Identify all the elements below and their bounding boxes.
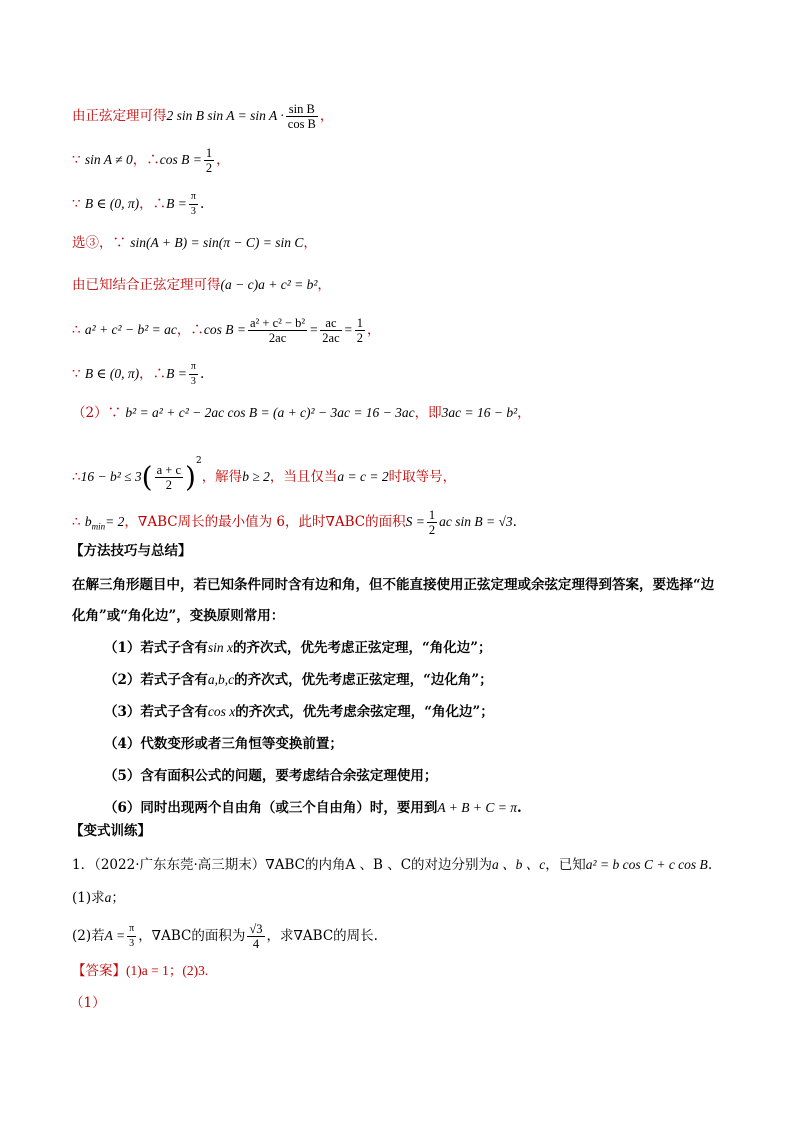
text: 选③，∵ bbox=[72, 235, 126, 251]
math: cos B = bbox=[203, 322, 246, 337]
method-item-2 bbox=[104, 669, 493, 691]
denominator: 2ac bbox=[268, 331, 287, 345]
numerator: sin B bbox=[286, 102, 318, 117]
solution-line-8 bbox=[72, 402, 531, 424]
math: 3ac = 16 − b² bbox=[441, 405, 518, 420]
math: a = c = 2 bbox=[337, 469, 389, 484]
text: . bbox=[199, 196, 205, 212]
text: ，∴ bbox=[139, 366, 167, 382]
solution-line-4 bbox=[72, 232, 317, 254]
fraction bbox=[248, 316, 307, 345]
text: （1）若式子含有 bbox=[104, 640, 208, 656]
math: A = bbox=[104, 928, 126, 943]
text: ， bbox=[303, 235, 317, 251]
math: cos x bbox=[207, 704, 236, 719]
math: 16 − b² ≤ 3 bbox=[80, 469, 142, 484]
text: 由已知结合正弦定理可得 bbox=[72, 277, 221, 293]
math: cos B = bbox=[159, 152, 202, 167]
text: （6）同时出现两个自由角（或三个自由角）时，要用到 bbox=[104, 800, 438, 816]
math: a² + c² − b² = ac bbox=[84, 322, 177, 337]
math: S = bbox=[405, 514, 425, 529]
math: sin(A + B) = sin(π − C) = sin C bbox=[130, 235, 304, 250]
numerator: a² + c² − b² bbox=[249, 316, 306, 330]
practice-heading: 【变式训练】 bbox=[70, 823, 151, 839]
denominator: 2 bbox=[428, 523, 436, 537]
text: ∴ bbox=[72, 469, 81, 485]
numerator: ac bbox=[320, 316, 341, 331]
solution-line-7 bbox=[72, 360, 204, 389]
text: 的齐次式，优先考虑正弦定理，“角化边”； bbox=[233, 640, 492, 656]
numerator: π bbox=[189, 360, 198, 375]
solution-line-9 bbox=[72, 450, 456, 492]
fraction bbox=[355, 316, 365, 345]
text: 的齐次式，优先考虑余弦定理，“角化边”； bbox=[235, 704, 494, 720]
text: （5）含有面积公式的问题，要考虑结合余弦定理使用； bbox=[104, 768, 438, 784]
math: a² = b cos C + c cos B bbox=[585, 857, 708, 872]
text: ∵ bbox=[72, 152, 81, 168]
text: ； bbox=[111, 890, 125, 906]
method-paragraph-1: 在解三角形题目中，若已知条件同时含有边和角，但不能直接使用正弦定理或余弦定理得到答案，要选择“边 bbox=[72, 577, 715, 593]
right-paren: ) bbox=[185, 460, 196, 494]
question-1-part-1 bbox=[72, 887, 125, 909]
text: . bbox=[199, 366, 205, 382]
left-paren: ( bbox=[141, 460, 153, 494]
solution-line-2 bbox=[72, 146, 230, 175]
text: (2)若 bbox=[72, 928, 105, 944]
question-1 bbox=[72, 854, 712, 876]
denominator: 2 bbox=[165, 478, 172, 492]
fraction bbox=[247, 922, 264, 951]
text: . bbox=[517, 800, 522, 816]
text: ，当且仅当 bbox=[269, 469, 338, 485]
math: a 、b 、c bbox=[492, 857, 546, 872]
fraction bbox=[204, 146, 214, 175]
denominator: 4 bbox=[252, 937, 260, 951]
math: ac sin B = √3 bbox=[439, 514, 513, 529]
text: ， bbox=[367, 322, 381, 338]
text: ，∴ bbox=[132, 152, 160, 168]
math: b² = a² + c² − 2ac cos B = (a + c)² − 3ac = 16 − 3ac bbox=[125, 405, 415, 420]
text: ，∇ABC的面积为 bbox=[138, 928, 246, 944]
text: （3）若式子含有 bbox=[104, 704, 208, 720]
text: ，解得 bbox=[201, 469, 243, 485]
fraction bbox=[427, 508, 437, 537]
solution-line-5 bbox=[72, 274, 331, 296]
math: A + B + C = π bbox=[437, 800, 518, 815]
fraction bbox=[189, 360, 198, 389]
math: (a − c)a + c² = b² bbox=[220, 277, 318, 292]
math: a bbox=[104, 890, 112, 905]
fraction bbox=[189, 190, 198, 219]
text: 1．（2022·广东东莞·高三期末）∇ABC的内角A 、B 、C的对边分别为 bbox=[72, 857, 493, 873]
math: b ≥ 2 bbox=[242, 469, 270, 484]
method-item-5 bbox=[104, 765, 437, 787]
text: ，已知 bbox=[545, 857, 586, 873]
text: (1)求 bbox=[72, 890, 105, 906]
math: B = bbox=[166, 366, 187, 381]
text: ，∴ bbox=[139, 196, 167, 212]
text: 由正弦定理可得 bbox=[72, 108, 167, 124]
denominator: 2 bbox=[356, 331, 364, 345]
subscript: min bbox=[91, 521, 106, 532]
denominator: 2 bbox=[205, 161, 213, 175]
method-heading: 【方法技巧与总结】 bbox=[70, 543, 192, 559]
solution-line-6 bbox=[72, 316, 381, 345]
math: sin A ≠ 0 bbox=[84, 152, 133, 167]
fraction bbox=[155, 463, 183, 492]
method-item-1 bbox=[104, 637, 492, 659]
answer-sub-1: （1） bbox=[70, 995, 106, 1011]
math: B ∈ (0, π) bbox=[84, 196, 140, 211]
math: B ∈ (0, π) bbox=[84, 366, 140, 381]
answer-line bbox=[72, 960, 208, 982]
text: 时取等号， bbox=[388, 469, 457, 485]
denominator: 3 bbox=[129, 938, 135, 949]
paren-expression bbox=[141, 456, 202, 494]
text: （2）∵ bbox=[72, 405, 122, 421]
text: ，求∇ABC的周长. bbox=[266, 928, 378, 944]
text: ， bbox=[319, 108, 334, 124]
text: （2）若式子含有 bbox=[104, 672, 208, 688]
denominator: 2ac bbox=[322, 331, 340, 345]
fraction bbox=[286, 102, 318, 131]
method-item-3 bbox=[104, 701, 494, 723]
exponent: 2 bbox=[195, 456, 202, 466]
numerator: π bbox=[127, 922, 136, 937]
denominator: 3 bbox=[190, 206, 196, 217]
text: 的齐次式，优先考虑正弦定理，“边化角”； bbox=[234, 672, 493, 688]
text: . bbox=[512, 514, 517, 530]
math: = bbox=[343, 322, 353, 337]
text: ∴ bbox=[72, 322, 81, 338]
text: ∵ bbox=[72, 196, 81, 212]
denominator: 3 bbox=[190, 376, 196, 387]
text: ， bbox=[317, 277, 331, 293]
text: （4）代数变形或者三角恒等变换前置； bbox=[104, 736, 343, 752]
text: ，∇ABC周长的最小值为 6，此时∇ABC的面积 bbox=[124, 514, 406, 530]
math: a,b,c bbox=[207, 672, 235, 687]
text: ，即 bbox=[414, 405, 442, 421]
numerator: π bbox=[189, 190, 198, 205]
text: ∵ bbox=[72, 366, 81, 382]
text: ∴ bbox=[72, 514, 81, 530]
fraction bbox=[127, 922, 136, 951]
solution-line-3 bbox=[72, 190, 204, 219]
denominator: cos B bbox=[287, 117, 316, 131]
math: = bbox=[309, 322, 319, 337]
numerator: 1 bbox=[428, 508, 436, 522]
text: . bbox=[707, 857, 713, 873]
numerator: √3 bbox=[249, 922, 263, 936]
solution-line-10 bbox=[72, 508, 517, 538]
numerator: 1 bbox=[356, 316, 364, 330]
math: b bbox=[84, 514, 92, 529]
answer-text: (1)a = 1；(2)3. bbox=[126, 963, 209, 978]
solution-line-1 bbox=[72, 102, 333, 131]
fraction bbox=[320, 316, 341, 345]
numerator: 1 bbox=[205, 146, 213, 160]
method-item-4 bbox=[104, 733, 343, 755]
text: ， bbox=[216, 152, 230, 168]
method-item-6 bbox=[104, 797, 522, 819]
text: ， bbox=[517, 405, 531, 421]
answer-label: 【答案】 bbox=[72, 963, 126, 979]
numerator: a + c bbox=[156, 463, 182, 477]
text: ，∴ bbox=[176, 322, 204, 338]
math: = 2 bbox=[105, 514, 125, 529]
question-1-part-2 bbox=[72, 922, 378, 951]
method-paragraph-2: 化角”或“角化边”，变换原则常用： bbox=[72, 608, 285, 624]
math: 2 sin B sin A = sin A · bbox=[166, 108, 284, 123]
math: sin x bbox=[207, 640, 234, 655]
math: B = bbox=[166, 196, 187, 211]
